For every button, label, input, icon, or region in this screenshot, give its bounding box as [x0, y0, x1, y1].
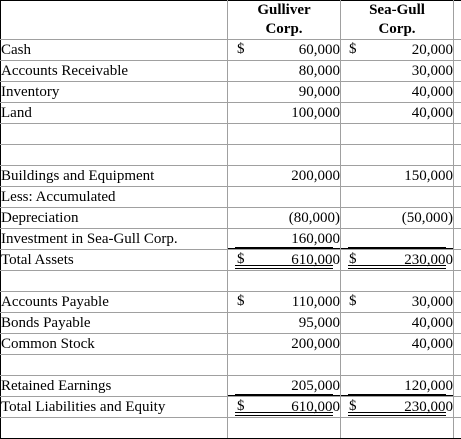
edge-cell[interactable]: [454, 61, 461, 82]
seagull-value-cell[interactable]: [341, 334, 454, 355]
edge-cell[interactable]: [454, 250, 461, 271]
gulliver-value-cell[interactable]: [228, 103, 341, 124]
edge-cell[interactable]: [454, 166, 461, 187]
seagull-value-cell[interactable]: [341, 40, 454, 61]
edge-cell[interactable]: [454, 40, 461, 61]
blank-cell[interactable]: [228, 355, 341, 376]
dollar-sign: $: [237, 40, 245, 59]
edge-cell[interactable]: [454, 208, 461, 229]
gulliver-value: 100,000: [291, 104, 340, 123]
blank-cell[interactable]: [341, 124, 454, 145]
seagull-value-cell[interactable]: [341, 313, 454, 334]
blank-cell[interactable]: [454, 418, 461, 439]
table-row-less-accumulated: [1, 187, 461, 208]
gulliver-value-cell[interactable]: [228, 397, 341, 418]
seagull-value-cell[interactable]: [341, 166, 454, 187]
table-row-common-stock: [1, 334, 461, 355]
row-label[interactable]: Land: [1, 103, 228, 124]
row-label[interactable]: Buildings and Equipment: [1, 166, 228, 187]
table-row-cash: [1, 40, 461, 61]
blank-cell[interactable]: [1, 355, 228, 376]
seagull-value: (50,000): [402, 209, 453, 228]
dollar-sign: $: [349, 40, 357, 59]
blank-cell[interactable]: [228, 145, 341, 166]
row-label[interactable]: Common Stock: [1, 334, 228, 355]
blank-cell[interactable]: [1, 418, 228, 439]
table-row-buildings-equipment: [1, 166, 461, 187]
gulliver-value: (80,000): [289, 209, 340, 228]
edge-cell[interactable]: [454, 313, 461, 334]
dollar-sign: $: [349, 397, 357, 416]
blank-cell[interactable]: [228, 124, 341, 145]
gulliver-value-cell[interactable]: [228, 334, 341, 355]
blank-cell[interactable]: [228, 418, 341, 439]
header-seagull-line1: Sea-Gull: [341, 1, 453, 20]
seagull-value: 20,000: [412, 41, 453, 60]
header-seagull-line2: Corp.: [341, 20, 453, 39]
seagull-value: 30,000: [412, 62, 453, 81]
dollar-sign: $: [349, 250, 357, 269]
seagull-value-cell[interactable]: [341, 187, 454, 208]
table-row-accounts-payable: [1, 292, 461, 313]
table-row-inventory: [1, 82, 461, 103]
row-label[interactable]: Investment in Sea-Gull Corp.: [1, 229, 228, 250]
edge-cell[interactable]: [454, 376, 461, 397]
gulliver-value-cell[interactable]: [228, 313, 341, 334]
seagull-value-cell[interactable]: [341, 397, 454, 418]
header-gulliver-line2: Corp.: [228, 20, 340, 39]
header-blank-cell[interactable]: [1, 1, 228, 40]
table-row-blank: [1, 271, 461, 292]
blank-cell[interactable]: [1, 145, 228, 166]
blank-cell[interactable]: [341, 418, 454, 439]
seagull-value: 40,000: [412, 314, 453, 333]
blank-cell[interactable]: [228, 271, 341, 292]
seagull-value-cell[interactable]: [341, 292, 454, 313]
dollar-sign: $: [349, 292, 357, 311]
gulliver-value: 205,000: [291, 377, 340, 396]
gulliver-value-cell[interactable]: [228, 40, 341, 61]
gulliver-value: 95,000: [299, 314, 340, 333]
seagull-value-cell[interactable]: [341, 376, 454, 397]
gulliver-value-cell[interactable]: [228, 208, 341, 229]
blank-cell[interactable]: [341, 271, 454, 292]
edge-cell[interactable]: [454, 103, 461, 124]
seagull-value-cell[interactable]: [341, 208, 454, 229]
edge-cell[interactable]: [454, 187, 461, 208]
table-row-total-liabilities-equity: [1, 397, 461, 418]
table-row-investment-seagull: [1, 229, 461, 250]
seagull-value: 40,000: [412, 83, 453, 102]
blank-cell[interactable]: [454, 124, 461, 145]
gulliver-value: 90,000: [299, 83, 340, 102]
gulliver-value-cell[interactable]: [228, 61, 341, 82]
row-label[interactable]: Bonds Payable: [1, 313, 228, 334]
table-row-blank: [1, 355, 461, 376]
gulliver-value-cell[interactable]: [228, 250, 341, 271]
blank-cell[interactable]: [454, 271, 461, 292]
gulliver-value: 200,000: [291, 167, 340, 186]
row-label[interactable]: Depreciation: [1, 208, 228, 229]
table-row-blank: [1, 145, 461, 166]
blank-cell[interactable]: [341, 145, 454, 166]
dollar-sign: $: [237, 250, 245, 269]
header-seagull[interactable]: [341, 1, 454, 40]
row-label[interactable]: Accounts Payable: [1, 292, 228, 313]
row-label[interactable]: Total Assets: [1, 250, 228, 271]
table-row-bonds-payable: [1, 313, 461, 334]
seagull-value: 230,000: [404, 398, 453, 417]
row-label[interactable]: Total Liabilities and Equity: [1, 397, 228, 418]
blank-cell[interactable]: [1, 124, 228, 145]
table-row-land: [1, 103, 461, 124]
gulliver-value: 60,000: [299, 41, 340, 60]
dollar-sign: $: [237, 292, 245, 311]
table-row-blank: [1, 418, 461, 439]
seagull-value-cell[interactable]: [341, 61, 454, 82]
header-gulliver[interactable]: [228, 1, 341, 40]
header-row: [1, 1, 461, 40]
table-row-depreciation: [1, 208, 461, 229]
edge-cell[interactable]: [454, 82, 461, 103]
gulliver-value: 610,000: [291, 398, 340, 417]
gulliver-value-cell[interactable]: [228, 292, 341, 313]
row-label[interactable]: Less: Accumulated: [1, 187, 228, 208]
gulliver-value: 200,000: [291, 335, 340, 354]
table-row-total-assets: [1, 250, 461, 271]
edge-cell[interactable]: [454, 397, 461, 418]
dollar-sign: $: [237, 397, 245, 416]
gulliver-value-cell[interactable]: [228, 376, 341, 397]
row-label[interactable]: Accounts Receivable: [1, 61, 228, 82]
edge-cell[interactable]: [454, 292, 461, 313]
gulliver-value: 610,000: [291, 251, 340, 270]
gulliver-value-cell[interactable]: [228, 229, 341, 250]
edge-cell[interactable]: [454, 334, 461, 355]
seagull-value: 40,000: [412, 104, 453, 123]
blank-cell[interactable]: [1, 271, 228, 292]
table-row-accounts-receivable: [1, 61, 461, 82]
table-row-retained-earnings: [1, 376, 461, 397]
seagull-value-cell[interactable]: [341, 250, 454, 271]
seagull-value: 150,000: [404, 167, 453, 186]
gulliver-value-cell[interactable]: [228, 166, 341, 187]
gulliver-value: 80,000: [299, 62, 340, 81]
seagull-value-cell[interactable]: [341, 229, 454, 250]
blank-cell[interactable]: [454, 145, 461, 166]
row-label[interactable]: Cash: [1, 40, 228, 61]
gulliver-value: 110,000: [292, 293, 340, 312]
header-edge-cell[interactable]: [454, 1, 461, 40]
gulliver-value-cell[interactable]: [228, 82, 341, 103]
gulliver-value-cell[interactable]: [228, 187, 341, 208]
row-label[interactable]: Retained Earnings: [1, 376, 228, 397]
header-gulliver-line1: Gulliver: [228, 1, 340, 20]
blank-cell[interactable]: [454, 355, 461, 376]
seagull-value: 40,000: [412, 335, 453, 354]
seagull-value-cell[interactable]: [341, 82, 454, 103]
row-label[interactable]: Inventory: [1, 82, 228, 103]
seagull-value: 30,000: [412, 293, 453, 312]
seagull-value-cell[interactable]: [341, 103, 454, 124]
seagull-value: 230,000: [404, 251, 453, 270]
table-row-blank: [1, 124, 461, 145]
gulliver-value: 160,000: [291, 230, 340, 249]
blank-cell[interactable]: [341, 355, 454, 376]
edge-cell[interactable]: [454, 229, 461, 250]
seagull-value: 120,000: [404, 377, 453, 396]
